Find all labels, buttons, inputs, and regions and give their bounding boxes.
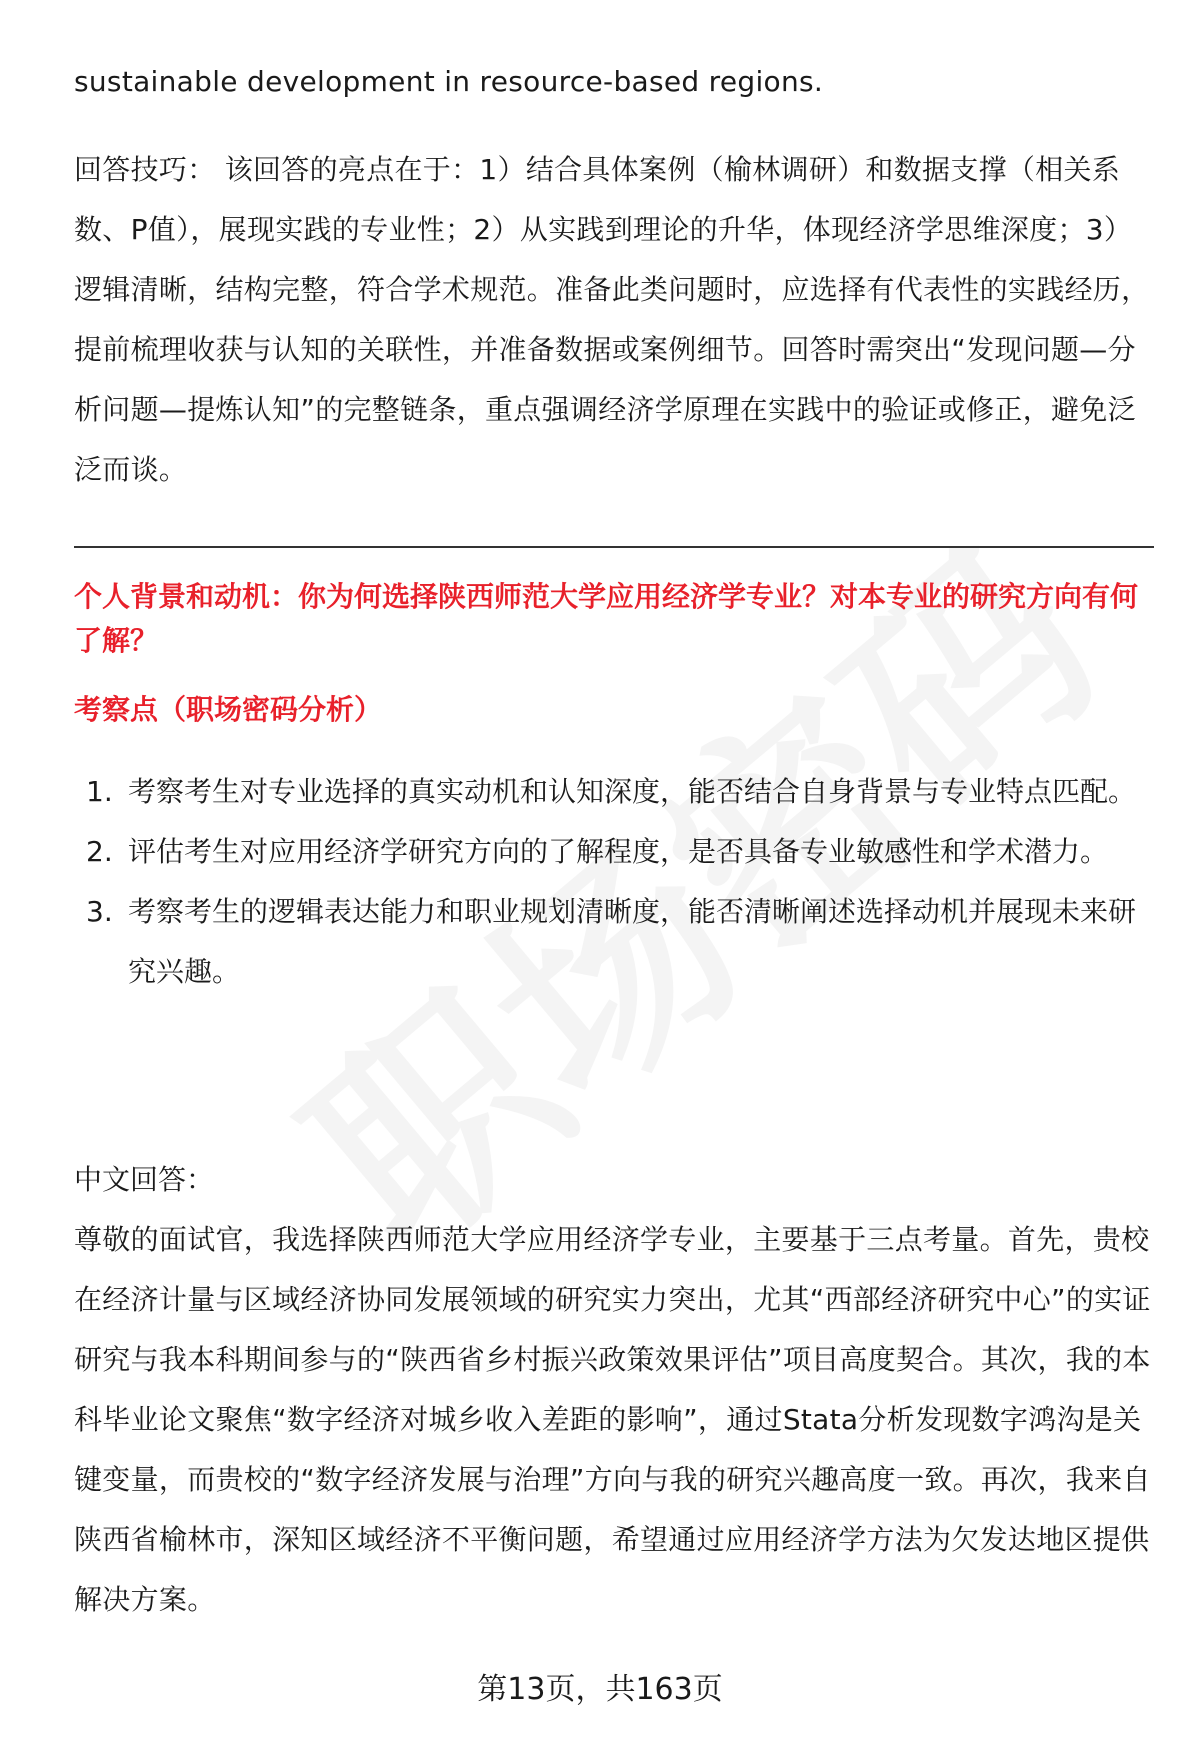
list-number: 3. <box>86 895 113 928</box>
list-item <box>74 882 1154 1002</box>
list-number: 1. <box>86 775 113 808</box>
assessment-points-list <box>74 762 1154 1002</box>
answer-label: 中文回答： <box>74 1163 215 1196</box>
section-divider <box>74 546 1154 548</box>
question-title: 个人背景和动机：你为何选择陕西师范大学应用经济学专业？对本专业的研究方向有何了解？ <box>74 580 1139 657</box>
answer-tips-paragraph: 回答技巧： 该回答的亮点在于：1）结合具体案例（榆林调研）和数据支撑（相关系数、P值），展现实践的专业性；2）从实践到理论的升华，体现经济学思维深度；3）逻辑清晰，结构完整，符合学术规范。准备此类问题时，应选择有代表性的实践经历，提前梳理收获与认知的关联性，并准备数据或案例细节。回答时需突出“发现问题—分析问题—提炼认知”的完整链条，重点强调经济学原理在实践中的验证或修正，避免泛泛而谈。 <box>74 153 1150 486</box>
list-number: 2. <box>86 835 113 868</box>
list-item-text: 考察考生的逻辑表达能力和职业规划清晰度，能否清晰阐述选择动机并展现未来研究兴趣。 <box>128 895 1137 988</box>
continued-paragraph: sustainable development in resource-based regions. <box>74 65 824 98</box>
assessment-heading: 考察点（职场密码分析） <box>74 693 383 726</box>
list-item-text: 评估考生对应用经济学研究方向的了解程度，是否具备专业敏感性和学术潜力。 <box>128 835 1109 868</box>
page-number-footer: 第13页，共163页 <box>477 1672 723 1707</box>
answer-paragraph: 尊敬的面试官，我选择陕西师范大学应用经济学专业，主要基于三点考量。首先，贵校在经济计量与区域经济协同发展领域的研究实力突出，尤其“西部经济研究中心”的实证研究与我本科期间参与的“陕西省乡村振兴政策效果评估”项目高度契合。其次，我的本科毕业论文聚焦“数字经济对城乡收入差距的影响”，通过Stata分析发现数字鸿沟是关键变量，而贵校的“数字经济发展与治理”方向与我的研究兴趣高度一致。再次，我来自陕西省榆林市，深知区域经济不平衡问题，希望通过应用经济学方法为欠发达地区提供解决方案。 <box>74 1223 1151 1616</box>
list-item-text: 考察考生对专业选择的真实动机和认知深度，能否结合自身背景与专业特点匹配。 <box>128 775 1137 808</box>
list-item <box>74 762 1154 822</box>
list-item <box>74 822 1154 882</box>
